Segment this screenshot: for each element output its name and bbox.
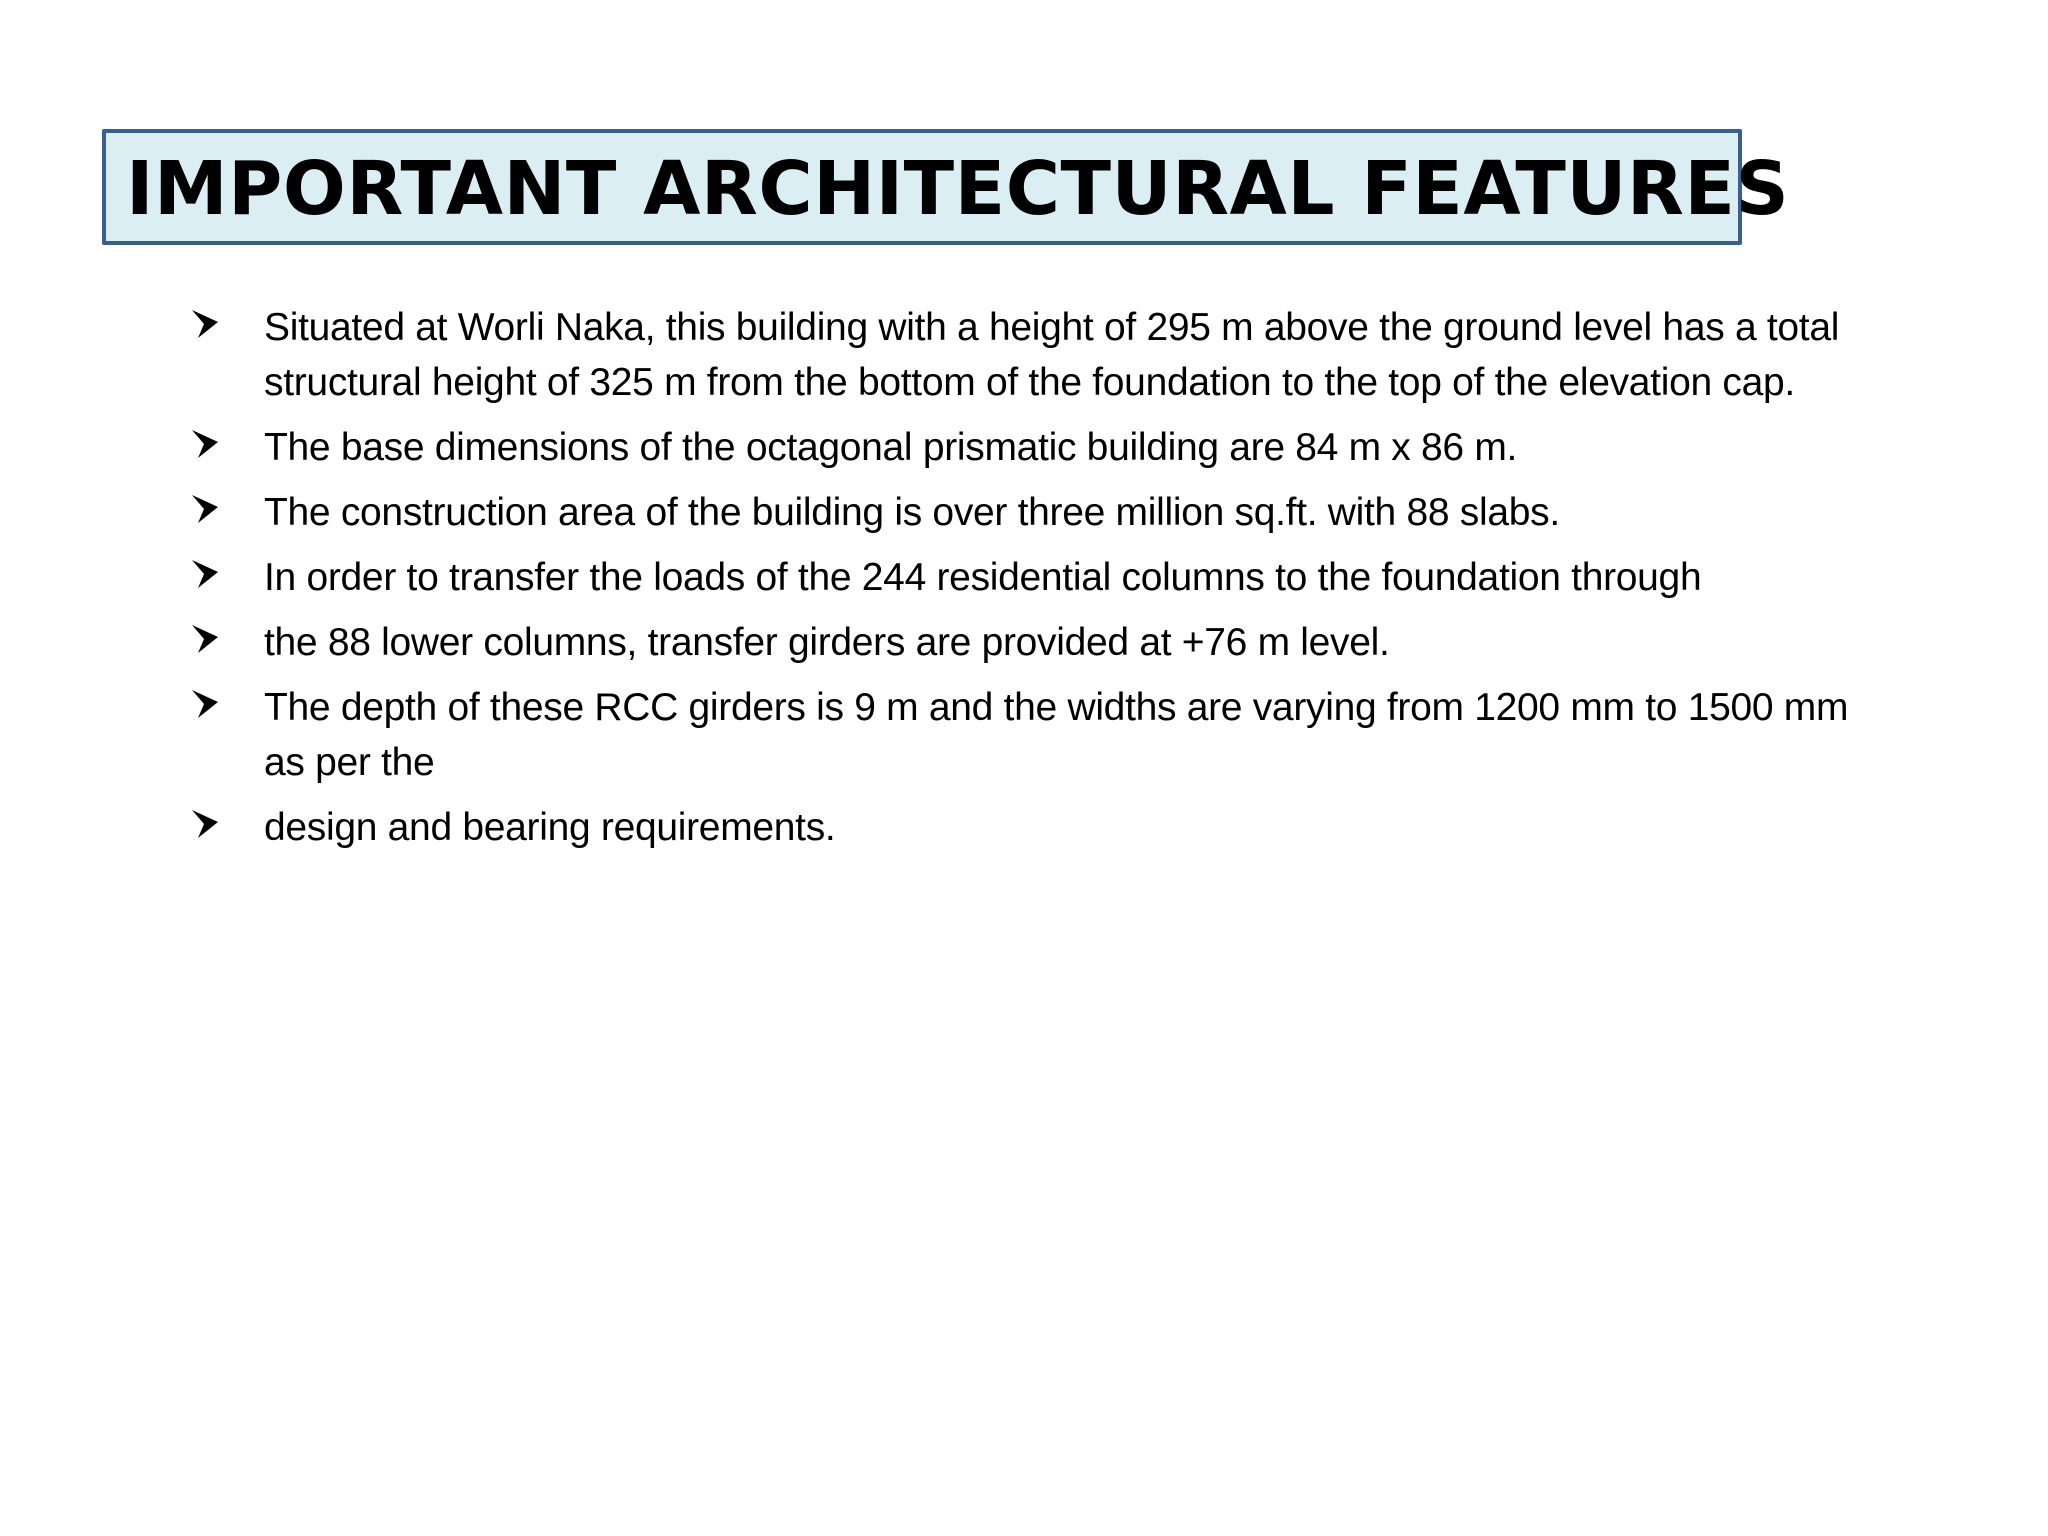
bullet-item: [190, 485, 1870, 540]
arrowhead-bullet-icon: [190, 684, 220, 724]
arrowhead-bullet-icon: [190, 304, 220, 344]
bullet-text: the 88 lower columns, transfer girders are provided at +76 m level.: [264, 621, 1390, 664]
bullet-text: Situated at Worli Naka, this building with a height of 295 m above the ground level has a total structural height of 325 m from the bottom of the foundation to the top of the elevation cap.: [264, 306, 1840, 404]
bullet-list: [190, 300, 1870, 865]
bullet-item: [190, 550, 1870, 605]
bullet-item: [190, 420, 1870, 475]
bullet-item: [190, 615, 1870, 670]
bullet-text: The base dimensions of the octagonal prismatic building are 84 m x 86 m.: [264, 426, 1518, 469]
arrowhead-bullet-icon: [190, 489, 220, 529]
slide-title: IMPORTANT ARCHITECTURAL FEATURES: [126, 146, 1790, 232]
bullet-text: The construction area of the building is over three million sq.ft. with 88 slabs.: [264, 491, 1560, 534]
arrowhead-bullet-icon: [190, 554, 220, 594]
arrowhead-bullet-icon: [190, 804, 220, 844]
bullet-text: The depth of these RCC girders is 9 m and the widths are varying from 1200 mm to 1500 mm as per the: [264, 686, 1849, 784]
title-box: [102, 129, 1790, 245]
arrowhead-bullet-icon: [190, 619, 220, 659]
bullet-text: In order to transfer the loads of the 244 residential columns to the foundation through: [264, 556, 1702, 599]
bullet-text: design and bearing requirements.: [264, 806, 836, 849]
bullet-item: [190, 300, 1870, 410]
bullet-item: [190, 680, 1870, 790]
arrowhead-bullet-icon: [190, 424, 220, 464]
bullet-item: [190, 800, 1870, 855]
